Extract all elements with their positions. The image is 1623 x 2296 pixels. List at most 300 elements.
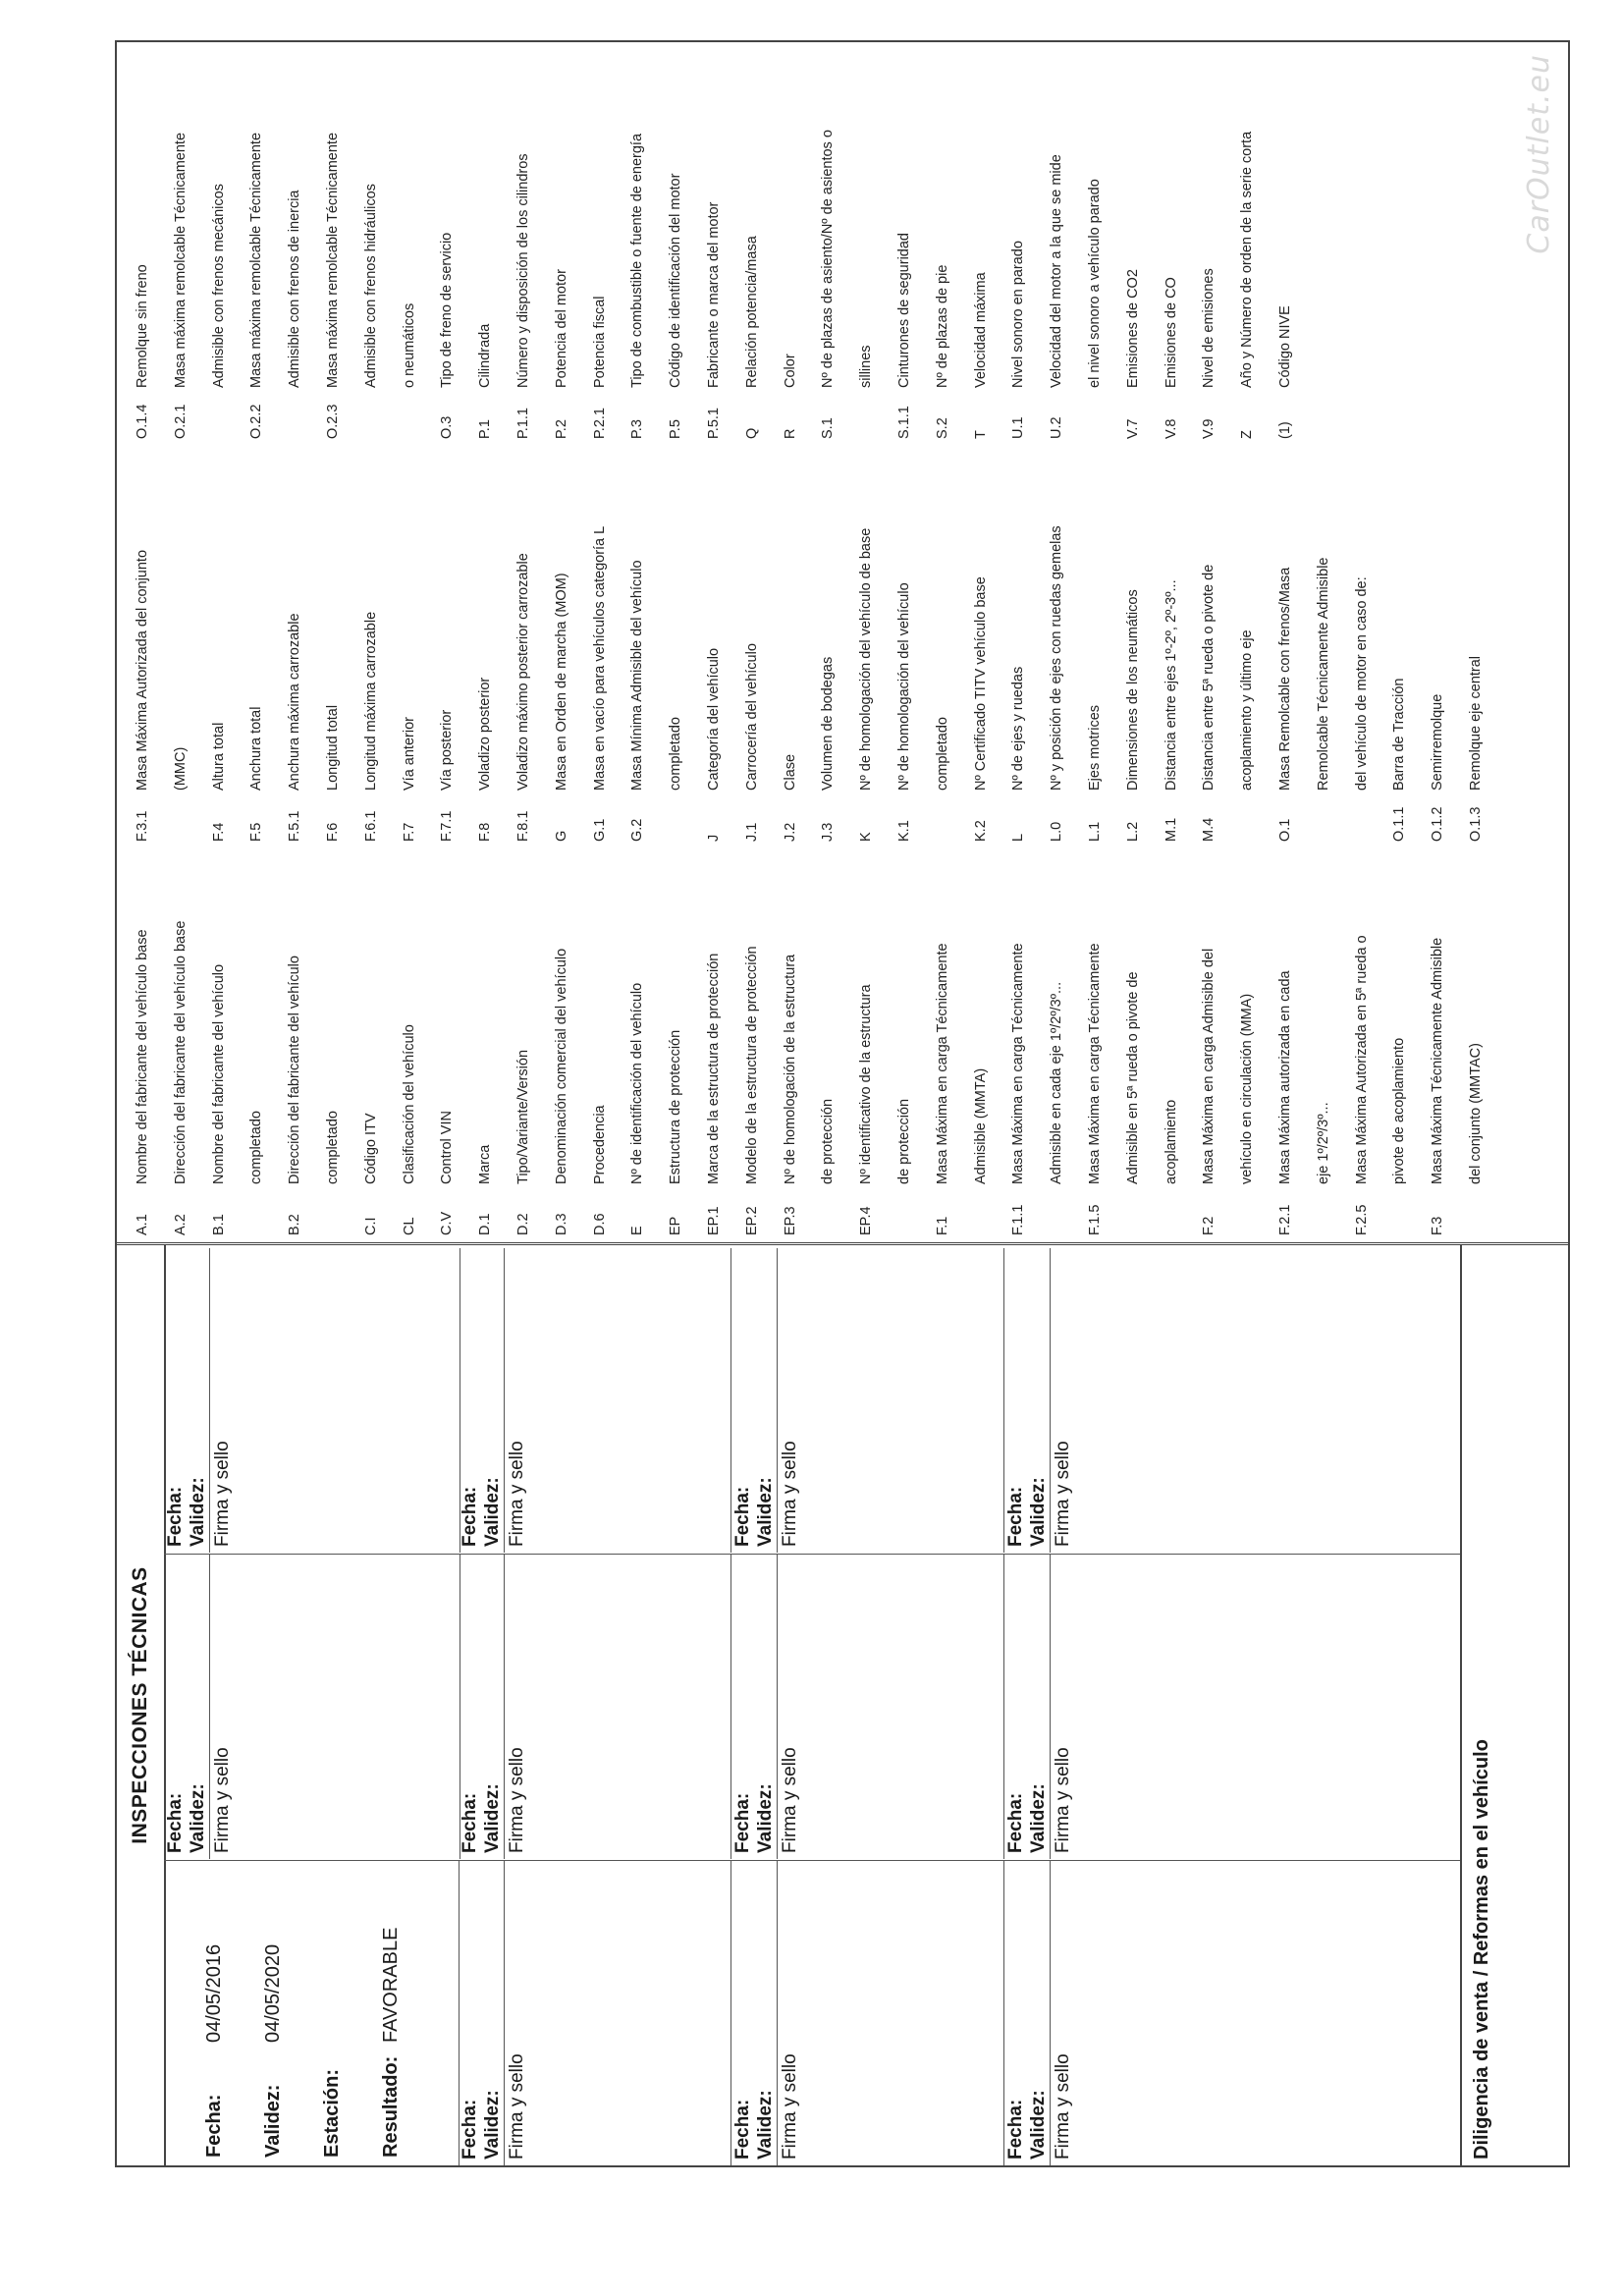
legend-entry: [1163, 1100, 1179, 1235]
legend-code: F.1.5: [1087, 1204, 1103, 1235]
inspection-cell-3: [209, 1248, 460, 1553]
legend-entry: [402, 1024, 417, 1235]
legend-code: Z: [1239, 430, 1256, 439]
validez-label: Validez:: [188, 1783, 208, 1853]
legend-text: Admisible con frenos mecánicos: [210, 184, 227, 388]
legend-entry: [211, 184, 227, 439]
legend-entry: [1201, 565, 1217, 842]
legend-entry: [135, 264, 150, 439]
legend-text: Volumen de bodegas: [820, 656, 837, 791]
legend-text: Vía posterior: [439, 709, 456, 791]
legend-code: EP.2: [743, 1206, 760, 1235]
legend-code: F.3.1: [135, 810, 150, 842]
legend-code: O.1.4: [135, 404, 150, 439]
legend-code: S.1: [820, 417, 837, 439]
legend-text: Dirección del fabricante del vehículo: [287, 956, 303, 1184]
inspection-cell-6-header: [459, 1248, 505, 1553]
legend-entry: [173, 747, 189, 842]
legend-entry: [135, 929, 150, 1235]
firma-label: Firma y sello: [507, 1747, 527, 1853]
legend-entry: [592, 526, 608, 842]
legend-entry: [592, 297, 608, 440]
legend-entry: [668, 174, 683, 439]
legend-code: O.1.2: [1430, 806, 1446, 842]
legend-code: K: [858, 832, 875, 842]
legend-text: completado: [934, 717, 950, 791]
legend-text: Voladizo posterior: [477, 677, 494, 791]
legend-text: completado: [668, 717, 684, 791]
inspection-cell-7: [777, 1861, 1004, 2165]
legend-entry: [439, 1111, 455, 1235]
validez-label: Validez:: [188, 1477, 208, 1547]
legend-text: eje 1º/2º/3º...: [1315, 1102, 1331, 1184]
legend-entry: [1087, 943, 1103, 1235]
inspection-cell-12-header: [1004, 1248, 1051, 1553]
legend-entry: [858, 345, 874, 439]
legend-entry: [1010, 241, 1026, 439]
legend-code: L: [1010, 833, 1027, 842]
legend-text: Denominación comercial del vehículo: [553, 948, 569, 1184]
validez-label: Validez:: [755, 2090, 776, 2159]
column-divider: [164, 1860, 1460, 1861]
legend-code: F.1: [934, 1216, 950, 1235]
validez-label: Validez:: [482, 1477, 503, 1547]
legend-entry: [1239, 994, 1255, 1235]
legend-text: Semirremolque: [1430, 693, 1446, 791]
legend-code: F.7.1: [439, 810, 456, 842]
legend-code: A.2: [172, 1214, 189, 1235]
inspection-cell-8-header: [731, 1555, 778, 1859]
legend-entry: [973, 1068, 989, 1235]
legend-entry: [1468, 656, 1484, 842]
legend-entry: [439, 233, 455, 439]
inspection-cell-7-header: [731, 1861, 778, 2165]
legend-entry: [325, 705, 341, 842]
legend-entry: [1468, 1043, 1484, 1235]
legend-entry: [592, 1105, 608, 1235]
legend-text: Potencia del motor: [553, 269, 569, 388]
legend-text: Dimensiones de los neumáticos: [1124, 589, 1141, 791]
legend-code: J.2: [782, 822, 798, 842]
firma-label: Firma y sello: [780, 2053, 800, 2159]
legend-text: Remolque eje central: [1468, 655, 1484, 791]
inspection-cell-12: [1050, 1248, 1461, 1553]
legend-entry: [287, 613, 302, 842]
legend-entry: [554, 949, 569, 1235]
legend-text: Masa Máxima Autorizada en 5ª rueda o: [1353, 935, 1370, 1184]
legend-code: EP.4: [858, 1206, 875, 1235]
legend-entry: [211, 964, 227, 1235]
firma-label: Firma y sello: [1053, 2053, 1073, 2159]
legend-code: F.7: [401, 822, 417, 842]
legend-entry: [1239, 629, 1255, 842]
fecha-label: Fecha:: [165, 1486, 186, 1547]
validez-value: 04/05/2020: [262, 1943, 284, 2043]
legend-text: completado: [325, 1111, 341, 1184]
legend-code: V.8: [1163, 418, 1179, 439]
legend-code: F.2.5: [1353, 1204, 1370, 1235]
legend-code: M.4: [1201, 817, 1217, 842]
validez-label: Validez:: [1028, 2090, 1049, 2159]
legend-entry: [363, 1113, 379, 1235]
legend-entry: [706, 954, 722, 1235]
inspection-cell-10: [1050, 1861, 1461, 2165]
legend-text: Masa Máxima en carga Técnicamente: [1010, 943, 1027, 1184]
legend-entry: [1087, 179, 1103, 439]
legend-entry: [135, 550, 150, 842]
legend-entry: [248, 133, 264, 439]
legend-text: Masa Máxima en carga Técnicamente: [1087, 943, 1103, 1184]
inspection-cell-9-header: [731, 1248, 778, 1553]
legend-entry: [1125, 971, 1141, 1235]
legend-text: pivote de acoplamiento: [1391, 1037, 1408, 1184]
legend-text: Nº y posición de ejes con ruedas gemelas: [1049, 525, 1065, 791]
legend-code: E: [629, 1226, 646, 1235]
fecha-label: Fecha:: [732, 1792, 753, 1853]
legend-entry: [744, 643, 760, 842]
legend-entry: [1163, 277, 1179, 439]
validez-label: Validez:: [262, 2084, 284, 2158]
legend-code: D.1: [477, 1213, 494, 1235]
legend-entry: [668, 1030, 683, 1235]
legend-code: C.V: [439, 1211, 456, 1235]
legend-text: de protección: [896, 1098, 912, 1184]
legend-text: Fabricante o marca del motor: [706, 201, 722, 388]
legend-entry: [783, 754, 798, 842]
legend-entry: [1010, 667, 1026, 842]
legend-text: Nombre del fabricante del vehículo: [210, 963, 227, 1184]
legend-text: Estructura de protección: [668, 1029, 684, 1184]
legend-text: Categoría del vehículo: [706, 647, 722, 791]
legend-entry: [173, 921, 189, 1235]
caroutlet-watermark: CarOutlet.eu: [1522, 54, 1556, 254]
legend-entry: [402, 717, 417, 842]
legend-code: M.1: [1163, 817, 1179, 842]
legend-text: Nº de identificación del vehículo: [629, 982, 646, 1184]
legend-entry: [248, 1111, 264, 1235]
legend-text: Relación potencia/masa: [743, 236, 760, 388]
legend-entry: [1430, 938, 1445, 1235]
inspection-cell-3-header: [164, 1248, 210, 1553]
legend-entry: [1163, 579, 1179, 842]
legend-code: EP.1: [706, 1206, 722, 1235]
legend-code: J.3: [820, 822, 837, 842]
document-frame: [115, 40, 1570, 2167]
legend-text: Emisiones de CO: [1163, 277, 1179, 388]
legend-text: Masa Máxima en carga Admisible del: [1201, 948, 1217, 1184]
firma-label: Firma y sello: [212, 1747, 233, 1853]
legend-entry: [554, 269, 569, 439]
legend-code: P.3: [629, 419, 646, 439]
legend-text: Masa Remolcable con frenos/Masa: [1277, 567, 1293, 791]
fecha-label: Fecha:: [460, 1486, 480, 1547]
legend-text: Masa Mínima Admisible del vehículo: [629, 560, 646, 791]
legend-code: P.5: [668, 419, 684, 439]
legend-text: Tipo de freno de servicio: [439, 232, 456, 388]
legend-code: K.1: [896, 820, 912, 842]
inspection-cell-11: [1050, 1555, 1461, 1859]
legend-text: acoplamiento y último eje: [1239, 629, 1256, 791]
legend-text: sillines: [858, 345, 875, 388]
legend-text: Código de identificación del motor: [668, 173, 684, 388]
legend-entry: [744, 236, 760, 439]
legend-text: Control VIN: [439, 1111, 456, 1184]
legend-code: L.1: [1087, 821, 1103, 842]
legend-code: L.2: [1124, 821, 1141, 842]
legend-text: Masa máxima remolcable Técnicamente: [325, 132, 341, 388]
legend-text: Nombre del fabricante del vehículo base: [135, 929, 150, 1184]
legend-text: Vía anterior: [401, 717, 417, 791]
legend-code: P.5.1: [706, 408, 722, 439]
legend-entry: [1125, 589, 1141, 842]
legend-text: Barra de Tracción: [1391, 678, 1408, 791]
inspection-cell-9: [777, 1248, 1004, 1553]
legend-code: F.8.1: [515, 810, 531, 842]
legend-entry: [820, 1099, 836, 1235]
legend-entry: [248, 707, 264, 842]
legend-entry: [1239, 132, 1255, 439]
legend-text: Velocidad máxima: [972, 272, 989, 388]
legend-code: L.0: [1049, 821, 1065, 842]
legend-text: (MMC): [172, 746, 189, 791]
legend-text: Color: [782, 354, 798, 388]
validez-label: Validez:: [755, 1477, 776, 1547]
validez-label: Validez:: [1028, 1477, 1049, 1547]
fecha-label: Fecha:: [732, 1486, 753, 1547]
legend-text: Admisible con frenos hidráulicos: [362, 184, 379, 388]
legend-text: Masa Máxima autorizada en cada: [1277, 970, 1293, 1184]
legend-entry: [935, 943, 950, 1235]
fecha-label: Fecha:: [460, 2099, 480, 2159]
legend-entry: [820, 657, 836, 842]
legend-entry: [744, 946, 760, 1235]
legend-code: EP.3: [782, 1206, 798, 1235]
legend-text: Voladizo máximo posterior carrozable: [515, 553, 531, 791]
fecha-label: Fecha:: [165, 1792, 186, 1853]
legend-text: Potencia fiscal: [591, 296, 608, 388]
inspection-cell-1: [164, 1861, 460, 2165]
inspection-cell-4-header: [459, 1861, 505, 2165]
inspection-cell-11-header: [1004, 1555, 1051, 1859]
inspection-cell-8: [777, 1555, 1004, 1859]
fecha-label: Fecha:: [1005, 2099, 1026, 2159]
legend-entry: [325, 133, 341, 439]
legend-entry: [287, 956, 302, 1235]
legend-code: Q: [743, 427, 760, 439]
legend-entry: [1049, 982, 1064, 1235]
legend-entry: [1087, 705, 1103, 842]
inspection-cell-5-header: [459, 1555, 505, 1859]
legend-text: Emisiones de CO2: [1124, 269, 1141, 388]
legend-code: K.2: [972, 820, 989, 842]
legend-code: U.1: [1010, 416, 1027, 439]
legend-text: Número y disposición de los cilindros: [515, 153, 531, 388]
legend-text: acoplamiento: [1163, 1099, 1179, 1184]
legend-code: (1): [1277, 421, 1293, 439]
legend-entry: [477, 1145, 493, 1235]
inspection-cell-10-header: [1004, 1861, 1051, 2165]
legend-text: Remolcable Técnicamente Admisible: [1315, 557, 1331, 791]
legend-text: Nº Certificado TITV vehículo base: [972, 576, 989, 791]
legend-code: C.I: [362, 1217, 379, 1235]
inspection-cell-4: [504, 1861, 731, 2165]
legend-text: Anchura máxima carrozable: [287, 613, 303, 791]
legend-text: Cinturones de seguridad: [896, 233, 912, 388]
legend-entry: [287, 191, 302, 440]
legend-entry: [1391, 679, 1407, 842]
legend-code: G: [553, 830, 569, 842]
legend-entry: [1277, 305, 1293, 439]
legend-text: Masa máxima remolcable Técnicamente: [248, 132, 265, 388]
legend-code: P.1.1: [515, 408, 531, 439]
inspection-cell-5: [504, 1555, 731, 1859]
validez-label: Validez:: [482, 1783, 503, 1853]
legend-text: Nº de plazas de asiento/Nº de asientos o: [820, 130, 837, 388]
legend-text: Tipo de combustible o fuente de energía: [629, 133, 646, 388]
legend-text: Código NIVE: [1277, 305, 1293, 388]
legend-text: Año y Número de orden de la serie corta: [1239, 131, 1256, 388]
legend-code: D.3: [553, 1213, 569, 1235]
legend-text: o neumáticos: [401, 302, 417, 388]
legend-entry: [783, 955, 798, 1235]
legend-entry: [515, 153, 531, 439]
legend-text: vehículo en circulación (MMA): [1239, 993, 1256, 1184]
legend-code: J.1: [743, 822, 760, 842]
legend-entry: [1201, 268, 1217, 439]
legend-code: T: [972, 430, 989, 439]
legend-text: Nº de ejes y ruedas: [1010, 666, 1027, 791]
legend-text: Nº de homologación del vehículo: [896, 582, 912, 791]
legend-text: Clase: [782, 753, 798, 791]
legend-code: J: [706, 834, 722, 842]
inspections-title: INSPECCIONES TÉCNICAS: [117, 1245, 166, 2165]
fecha-label: Fecha:: [1005, 1792, 1026, 1853]
legend-code: D.6: [591, 1213, 608, 1235]
legend-entry: [1201, 949, 1217, 1235]
legend-text: Masa en vacío para vehículos categoría L: [591, 525, 608, 791]
legend-text: Nº de homologación de la estructura: [782, 954, 798, 1184]
validez-label: Validez:: [482, 2090, 503, 2159]
legend-text: Masa Máxima Autorizada del conjunto: [135, 549, 150, 791]
legend-entry: [935, 717, 950, 842]
legend-code: U.2: [1049, 416, 1065, 439]
legend-text: del vehículo de motor en caso de:: [1353, 576, 1370, 791]
legend-code: O.1.3: [1468, 806, 1484, 842]
legend-entry: [1316, 558, 1331, 843]
legend-text: Admisible (MMTA): [972, 1067, 989, 1184]
legend-text: Anchura total: [248, 706, 265, 791]
legend-code: F.3: [1430, 1216, 1446, 1235]
fecha-label: Fecha:: [1005, 1486, 1026, 1547]
legend-text: Longitud total: [325, 704, 341, 791]
legend-text: Clasificación del vehículo: [401, 1024, 417, 1184]
legend-text: Nº de homologación del vehículo de base: [858, 527, 875, 791]
legend-code: O.1: [1277, 818, 1293, 842]
legend-code: O.1.1: [1391, 806, 1408, 842]
inspections-column-1: [164, 1861, 1460, 2165]
legend-text: Carrocería del vehículo: [743, 643, 760, 791]
legend-text: Modelo de la estructura de protección: [743, 946, 760, 1184]
rotated-document-sheet: [115, 40, 1570, 2167]
firma-label: Firma y sello: [507, 2053, 527, 2159]
legend-entry: [211, 723, 227, 842]
legend-entry: [515, 1050, 531, 1235]
legend-entry: [477, 678, 493, 842]
legend-text: Cilindrada: [477, 323, 494, 388]
legend-code: F.6.1: [362, 810, 379, 842]
legend-entry: [1049, 154, 1064, 439]
legend-entry: [706, 202, 722, 439]
firma-label: Firma y sello: [212, 1441, 233, 1547]
legend-entry: [1049, 525, 1064, 842]
firma-label: Firma y sello: [780, 1441, 800, 1547]
legend-text: Procedencia: [591, 1105, 608, 1184]
legend-code: R: [782, 428, 798, 439]
legend-text: del conjunto (MMTAC): [1468, 1043, 1484, 1184]
legend-text: Nivel sonoro en parado: [1010, 241, 1027, 388]
legend-entry: [1391, 1038, 1407, 1235]
legend-code: P.2: [553, 419, 569, 439]
diligencia-heading: Diligencia de venta / Reformas en el vehículo: [1460, 1245, 1499, 2165]
legend-code: F.4: [210, 822, 227, 842]
fecha-label: Fecha:: [203, 2094, 225, 2158]
legend-text: Admisible en cada eje 1º/2º/3º...: [1049, 981, 1065, 1184]
legend-text: Distancia entre ejes 1º-2º, 2º-3º...: [1163, 579, 1179, 791]
legend-text: Masa Máxima en carga Técnicamente: [934, 943, 950, 1184]
legend-text: Admisible en 5ª rueda o pivote de: [1124, 971, 1141, 1184]
legend-code: F.5: [248, 822, 265, 842]
validez-label: Validez:: [1028, 1783, 1049, 1853]
firma-label: Firma y sello: [507, 1441, 527, 1547]
legend-entry: [325, 1111, 341, 1235]
legend-code: F.1.1: [1010, 1204, 1027, 1235]
inspections-column-3: [164, 1248, 1460, 1553]
legend-code: A.1: [135, 1214, 150, 1235]
legend-text: Marca de la estructura de protección: [706, 953, 722, 1184]
legend-code: S.2: [934, 417, 950, 439]
legend-entry: [629, 560, 645, 842]
legend-text: el nivel sonoro a vehículo parado: [1087, 179, 1103, 388]
legend-text: Remolque sin freno: [135, 264, 150, 388]
legend-text: Altura total: [210, 722, 227, 791]
legend-text: Marca: [477, 1144, 494, 1184]
legend-entry: [896, 582, 912, 842]
legend-entry: [896, 233, 912, 439]
legend-entry: [858, 984, 874, 1235]
legend-entry: [1010, 943, 1026, 1235]
legend-entry: [1277, 970, 1293, 1235]
legend-code: B.1: [210, 1214, 227, 1235]
legend-entry: [973, 272, 989, 439]
legend-code: S.1.1: [896, 406, 912, 439]
legend-text: Ejes motrices: [1087, 704, 1103, 791]
legend-entry: [1430, 694, 1445, 842]
legend-code: O.2.2: [248, 404, 265, 439]
legend-entry: [973, 576, 989, 842]
legend-entry: [706, 648, 722, 842]
legend-code: CL: [401, 1217, 417, 1235]
legend-code: F.6: [325, 822, 341, 842]
legend-entry: [1354, 576, 1370, 842]
legend-text: Masa en Orden de marcha (MOM): [553, 573, 569, 791]
legend-text: Admisible con frenos de inercia: [287, 190, 303, 388]
legend-entry: [783, 354, 798, 439]
legend-code: V.9: [1201, 418, 1217, 439]
inspection-cell-2: [209, 1555, 460, 1859]
estacion-label: Estación:: [321, 2068, 343, 2158]
legend-code: G.1: [591, 818, 608, 842]
column-divider: [164, 1554, 1460, 1555]
